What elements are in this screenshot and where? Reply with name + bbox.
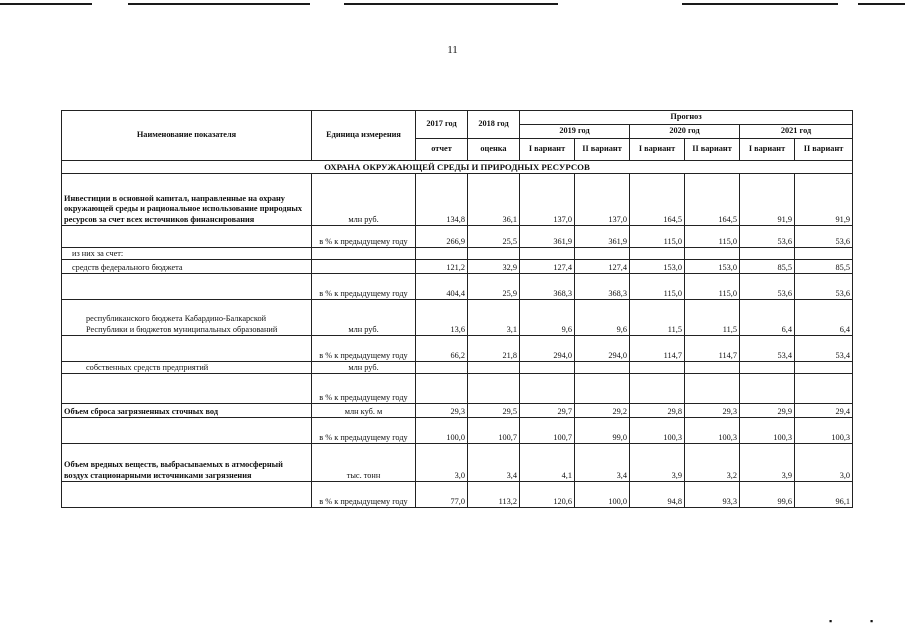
cell-2017: 404,4 [416, 274, 468, 300]
cell-2019-v1: 4,1 [520, 444, 575, 482]
table-row [62, 482, 853, 508]
header-2017: 2017 год [416, 111, 468, 139]
cell-2021-v1: 85,5 [740, 260, 795, 274]
cell-2019-v2: 127,4 [575, 260, 630, 274]
header-year-2019: 2019 год [520, 125, 630, 139]
cell-2021-v2 [795, 374, 853, 404]
cell-2021-v1: 53,4 [740, 336, 795, 362]
scan-mark: ▪ [870, 616, 874, 626]
cell-2018: 113,2 [468, 482, 520, 508]
top-border-line [682, 3, 838, 5]
table-row [62, 362, 853, 374]
cell-2018: 25,9 [468, 274, 520, 300]
row-name [62, 274, 312, 300]
cell-2020-v2: 164,5 [685, 174, 740, 226]
cell-2021-v2 [795, 362, 853, 374]
row-name: из них за счет: [62, 248, 312, 260]
row-unit: млн руб. [312, 362, 416, 374]
cell-2018: 3,1 [468, 300, 520, 336]
cell-2020-v2: 3,2 [685, 444, 740, 482]
cell-2019-v1: 361,9 [520, 226, 575, 248]
cell-2021-v1: 53,6 [740, 274, 795, 300]
header-variant-1: I вариант [520, 139, 575, 161]
cell-2020-v1: 3,9 [630, 444, 685, 482]
cell-2020-v2: 100,3 [685, 418, 740, 444]
cell-2018: 29,5 [468, 404, 520, 418]
cell-2019-v1 [520, 362, 575, 374]
header-year-2020: 2020 год [630, 125, 740, 139]
row-name: Объем вредных веществ, выбрасываемых в атмосферный воздух стационарными источниками загрязнения [62, 444, 312, 482]
cell-2017: 29,3 [416, 404, 468, 418]
cell-2020-v2 [685, 374, 740, 404]
cell-2019-v2 [575, 248, 630, 260]
cell-2019-v1: 100,7 [520, 418, 575, 444]
cell-2021-v2: 100,3 [795, 418, 853, 444]
cell-2021-v1 [740, 362, 795, 374]
cell-2021-v1: 3,9 [740, 444, 795, 482]
row-unit: в % к предыдущему году [312, 482, 416, 508]
top-border-line [344, 3, 558, 5]
header-variant-2: II вариант [685, 139, 740, 161]
row-name: Инвестиции в основной капитал, направленные на охрану окружающей среды и рациональное использование природных ресурсов за счет всех источников финансирования [62, 174, 312, 226]
row-unit: млн руб. [312, 174, 416, 226]
cell-2021-v2: 53,6 [795, 274, 853, 300]
cell-2020-v2: 29,3 [685, 404, 740, 418]
header-variant-2: II вариант [795, 139, 853, 161]
cell-2019-v1: 127,4 [520, 260, 575, 274]
cell-2021-v2: 96,1 [795, 482, 853, 508]
cell-2020-v2: 114,7 [685, 336, 740, 362]
cell-2017 [416, 362, 468, 374]
cell-2021-v1: 29,9 [740, 404, 795, 418]
cell-2019-v2: 368,3 [575, 274, 630, 300]
cell-2017: 66,2 [416, 336, 468, 362]
cell-2019-v1 [520, 374, 575, 404]
cell-2020-v1: 100,3 [630, 418, 685, 444]
row-unit: тыс. тонн [312, 444, 416, 482]
cell-2017: 13,6 [416, 300, 468, 336]
table-row [62, 300, 853, 336]
cell-2017: 100,0 [416, 418, 468, 444]
page-number: 11 [447, 44, 458, 56]
cell-2018: 32,9 [468, 260, 520, 274]
cell-2018: 21,8 [468, 336, 520, 362]
cell-2019-v2 [575, 374, 630, 404]
cell-2017 [416, 248, 468, 260]
cell-2019-v1: 120,6 [520, 482, 575, 508]
cell-2018 [468, 374, 520, 404]
cell-2021-v2: 85,5 [795, 260, 853, 274]
header-variant-1: I вариант [740, 139, 795, 161]
cell-2017: 3,0 [416, 444, 468, 482]
cell-2019-v2: 294,0 [575, 336, 630, 362]
row-name [62, 336, 312, 362]
cell-2020-v1: 164,5 [630, 174, 685, 226]
cell-2020-v2: 153,0 [685, 260, 740, 274]
cell-2020-v2 [685, 362, 740, 374]
cell-2020-v1: 153,0 [630, 260, 685, 274]
cell-2019-v1: 368,3 [520, 274, 575, 300]
cell-2019-v2: 361,9 [575, 226, 630, 248]
cell-2017: 266,9 [416, 226, 468, 248]
cell-2018 [468, 362, 520, 374]
cell-2020-v1 [630, 248, 685, 260]
table-row [62, 418, 853, 444]
cell-2020-v2: 115,0 [685, 274, 740, 300]
table-row [62, 444, 853, 482]
row-unit: в % к предыдущему году [312, 336, 416, 362]
cell-2019-v2: 9,6 [575, 300, 630, 336]
cell-2019-v1: 294,0 [520, 336, 575, 362]
row-name: собственных средств предприятий [62, 362, 312, 374]
row-unit: в % к предыдущему году [312, 226, 416, 248]
row-name [62, 374, 312, 404]
cell-2021-v2: 91,9 [795, 174, 853, 226]
top-border-line [858, 3, 905, 5]
cell-2021-v2: 6,4 [795, 300, 853, 336]
row-name: республиканского бюджета Кабардино-Балкарской Республики и бюджетов муниципальных образований [62, 300, 312, 336]
cell-2020-v1: 94,8 [630, 482, 685, 508]
table-row [62, 374, 853, 404]
cell-2019-v1: 9,6 [520, 300, 575, 336]
cell-2020-v2: 93,3 [685, 482, 740, 508]
header-estimate: оценка [468, 139, 520, 161]
scan-mark: ▪ [829, 616, 833, 626]
cell-2021-v1: 91,9 [740, 174, 795, 226]
header-report: отчет [416, 139, 468, 161]
row-name [62, 418, 312, 444]
cell-2021-v1: 99,6 [740, 482, 795, 508]
cell-2019-v1 [520, 248, 575, 260]
section-title: ОХРАНА ОКРУЖАЮЩЕЙ СРЕДЫ И ПРИРОДНЫХ РЕСУРСОВ [62, 161, 853, 174]
row-unit: в % к предыдущему году [312, 374, 416, 404]
header-variant-2: II вариант [575, 139, 630, 161]
table-row [62, 248, 853, 260]
cell-2019-v2: 3,4 [575, 444, 630, 482]
cell-2017 [416, 374, 468, 404]
cell-2018: 25,5 [468, 226, 520, 248]
cell-2021-v2: 53,4 [795, 336, 853, 362]
cell-2021-v1: 100,3 [740, 418, 795, 444]
cell-2021-v2: 53,6 [795, 226, 853, 248]
cell-2021-v2: 3,0 [795, 444, 853, 482]
row-unit [312, 260, 416, 274]
cell-2019-v2: 29,2 [575, 404, 630, 418]
cell-2020-v1: 29,8 [630, 404, 685, 418]
cell-2021-v2 [795, 248, 853, 260]
row-unit: млн куб. м [312, 404, 416, 418]
row-name: средств федерального бюджета [62, 260, 312, 274]
cell-2020-v1 [630, 362, 685, 374]
cell-2018 [468, 248, 520, 260]
table-row [62, 174, 853, 226]
row-name [62, 226, 312, 248]
header-year-2021: 2021 год [740, 125, 853, 139]
cell-2018: 100,7 [468, 418, 520, 444]
cell-2020-v1 [630, 374, 685, 404]
indicators-table [61, 110, 853, 508]
row-unit: в % к предыдущему году [312, 274, 416, 300]
header-forecast: Прогноз [520, 111, 853, 125]
cell-2021-v1 [740, 374, 795, 404]
cell-2020-v1: 115,0 [630, 274, 685, 300]
header-variant-1: I вариант [630, 139, 685, 161]
cell-2020-v1: 115,0 [630, 226, 685, 248]
cell-2021-v1 [740, 248, 795, 260]
cell-2017: 134,8 [416, 174, 468, 226]
row-unit: в % к предыдущему году [312, 418, 416, 444]
top-border-line [128, 3, 310, 5]
cell-2019-v1: 29,7 [520, 404, 575, 418]
cell-2021-v2: 29,4 [795, 404, 853, 418]
table-row [62, 260, 853, 274]
cell-2019-v2: 100,0 [575, 482, 630, 508]
cell-2019-v2: 99,0 [575, 418, 630, 444]
header-unit: Единица измерения [312, 111, 416, 161]
cell-2021-v1: 53,6 [740, 226, 795, 248]
cell-2018: 36,1 [468, 174, 520, 226]
table-row [62, 226, 853, 248]
row-unit: млн руб. [312, 300, 416, 336]
row-name: Объем сброса загрязненных сточных вод [62, 404, 312, 418]
row-name [62, 482, 312, 508]
cell-2020-v2: 11,5 [685, 300, 740, 336]
cell-2017: 121,2 [416, 260, 468, 274]
cell-2021-v1: 6,4 [740, 300, 795, 336]
cell-2019-v2 [575, 362, 630, 374]
cell-2020-v1: 114,7 [630, 336, 685, 362]
cell-2019-v1: 137,0 [520, 174, 575, 226]
cell-2020-v2: 115,0 [685, 226, 740, 248]
header-name: Наименование показателя [62, 111, 312, 161]
cell-2017: 77,0 [416, 482, 468, 508]
cell-2020-v2 [685, 248, 740, 260]
table-row [62, 336, 853, 362]
table-row [62, 404, 853, 418]
cell-2018: 3,4 [468, 444, 520, 482]
cell-2020-v1: 11,5 [630, 300, 685, 336]
cell-2019-v2: 137,0 [575, 174, 630, 226]
top-border-line [0, 3, 92, 5]
table-row [62, 274, 853, 300]
header-2018: 2018 год [468, 111, 520, 139]
row-unit [312, 248, 416, 260]
